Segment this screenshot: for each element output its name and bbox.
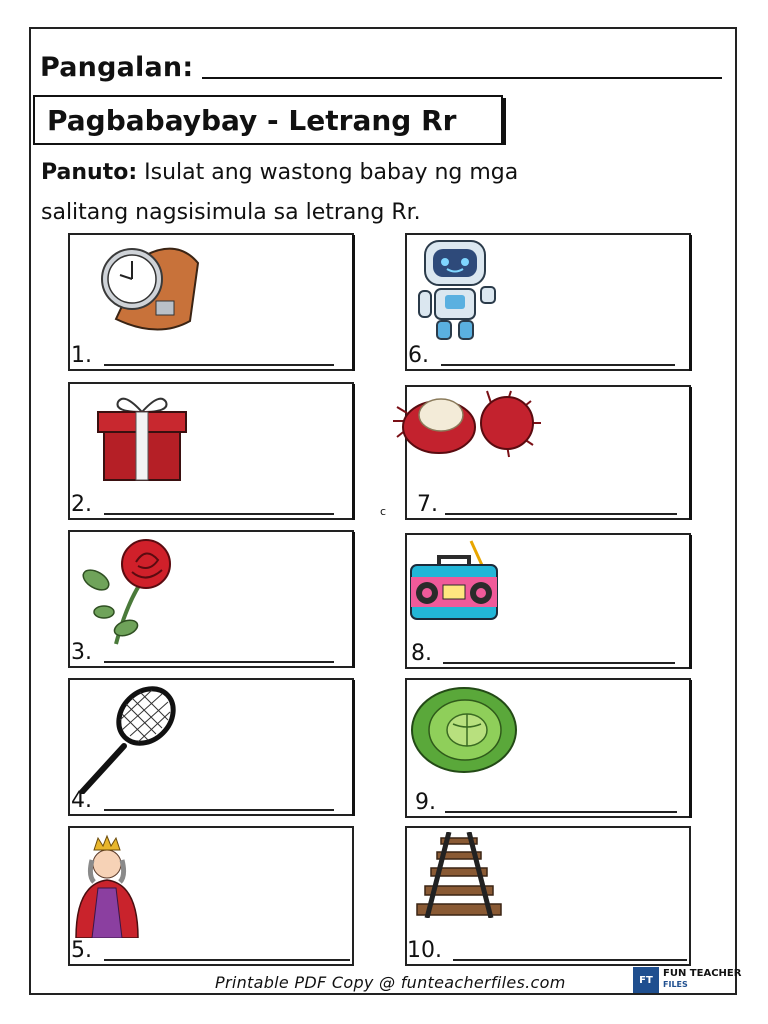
stray-mark: c [380,505,387,518]
cabbage-icon [409,684,519,774]
queen-icon [72,834,142,938]
item-card-2 [68,382,354,520]
radio-icon [409,537,501,623]
gift-box-icon [94,392,190,482]
tennis-racket-icon [76,684,180,794]
rose-icon [76,536,186,646]
card-shadow [689,235,692,371]
item-card-9 [405,678,691,818]
item-number: 2. [71,492,92,517]
item-number: 4. [71,788,92,813]
answer-line-9[interactable] [445,811,677,813]
answer-line-2[interactable] [104,513,334,515]
answer-line-4[interactable] [104,809,334,811]
item-number: 9. [415,790,436,815]
title-box [33,95,503,145]
item-card-8 [405,533,691,669]
item-number: 5. [71,938,92,963]
item-number: 10. [407,938,442,963]
instructions [41,153,641,233]
card-shadow [689,387,692,520]
item-card-1 [68,233,354,371]
card-shadow [689,535,692,669]
robot-icon [411,237,503,341]
item-number: 3. [71,640,92,665]
rambutan-icon [391,381,551,463]
item-card-10 [405,826,691,966]
answer-line-7[interactable] [445,513,677,515]
item-number: 8. [411,641,432,666]
answer-line-5[interactable] [104,959,350,961]
worksheet-title: Pagbabaybay - Letrang Rr [47,104,457,137]
item-card-5 [68,826,354,966]
wristwatch-icon [98,241,218,337]
answer-line-3[interactable] [104,661,334,663]
instruction-text-1: Isulat ang wastong babay ng mga [144,160,519,185]
name-write-line[interactable] [202,77,722,79]
card-shadow [352,532,355,668]
answer-line-8[interactable] [443,662,675,664]
item-card-4 [68,678,354,816]
answer-line-1[interactable] [104,364,334,366]
answer-line-10[interactable] [453,959,687,961]
item-card-6 [405,233,691,371]
card-shadow [352,680,355,816]
railroad-icon [409,832,509,918]
item-number: 6. [408,343,429,368]
item-number: 1. [71,343,92,368]
name-label: Pangalan: [40,52,194,83]
logo-line-2: FILES [663,980,688,989]
item-number: 7. [417,492,438,517]
answer-line-6[interactable] [441,364,675,366]
brand-logo [633,967,742,993]
card-shadow [352,384,355,520]
item-card-3 [68,530,354,668]
card-shadow [352,235,355,371]
title-box-shadow [502,98,506,145]
footer-text: Printable PDF Copy @ funteacherfiles.com [215,973,566,992]
logo-mark: FT [633,967,659,993]
logo-line-1: FUN TEACHER [663,968,742,979]
instruction-label: Panuto: [41,160,138,185]
card-shadow [689,680,692,818]
instruction-text-2: salitang nagsisimula sa letrang Rr. [41,200,421,225]
item-card-7 [405,385,691,520]
